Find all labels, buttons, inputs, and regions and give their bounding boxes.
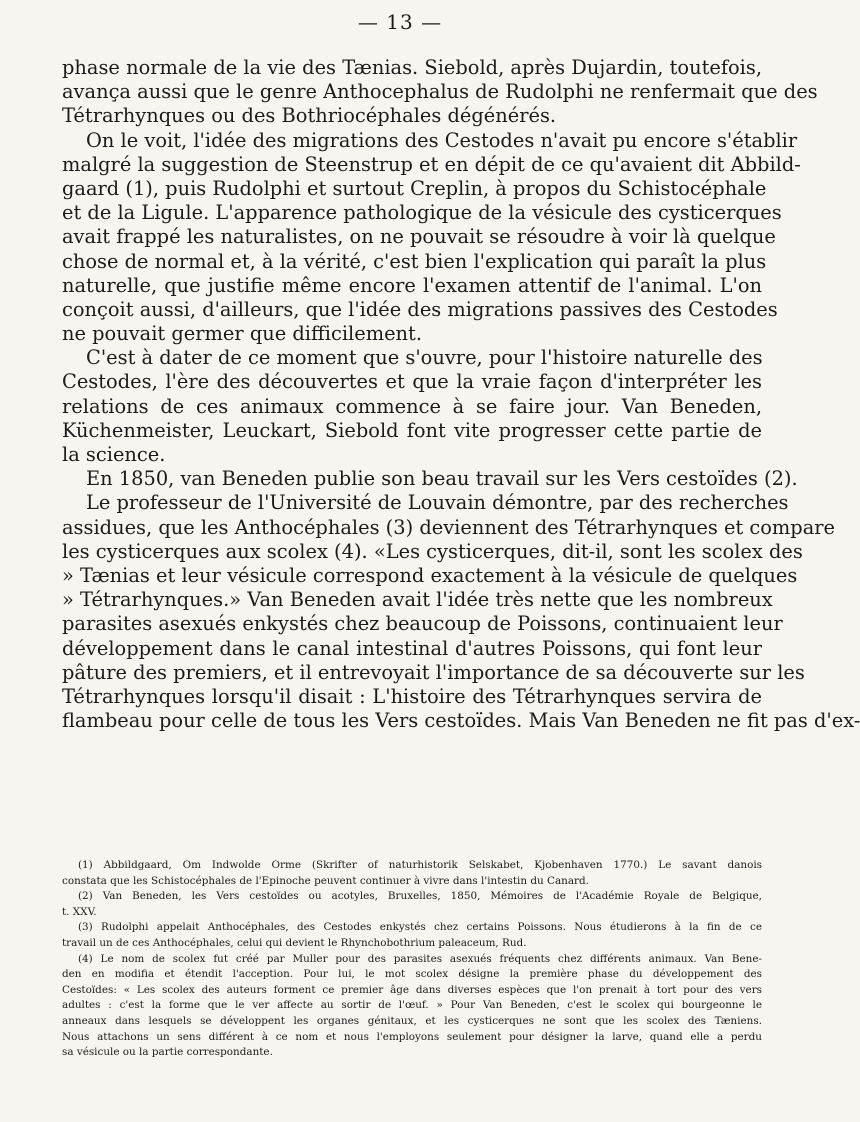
- body-line: parasites asexués enkystés chez beaucoup de Poissons, continuaient leur: [62, 612, 783, 636]
- footnote-line: anneaux dans lesquels se développent les organes génitaux, et les cysticerques ne sont que les scolex des Tæniens.: [62, 1014, 762, 1027]
- footnote-line: Cestoïdes: « Les scolex des auteurs forment ce premier âge dans diverses espèces que l'on prenait à tort pour des vers: [62, 983, 762, 996]
- footnote-line: adultes : c'est la forme que le ver affecte au sortir de l'œuf. » Pour Van Beneden, c'est le scolex qui bourgeonne le: [62, 999, 762, 1012]
- body-line: avait frappé les naturalistes, on ne pouvait se résoudre à voir là quelque: [62, 225, 776, 249]
- body-line: Küchenmeister, Leuckart, Siebold font vite progresser cette partie de: [62, 418, 762, 442]
- body-line: Tétrarhynques lorsqu'il disait : L'histoire des Tétrarhynques servira de: [62, 684, 762, 708]
- footnote-line: Nous attachons un sens différent à ce nom et nous l'employons seulement pour désigner la larve, quand elle a perdu: [62, 1030, 762, 1043]
- body-line: naturelle, que justifie même encore l'examen attentif de l'animal. L'on: [62, 273, 762, 297]
- body-line: ne pouvait germer que difficilement.: [62, 322, 423, 346]
- body-line: On le voit, l'idée des migrations des Cestodes n'avait pu encore s'établir: [86, 128, 798, 152]
- body-line: malgré la suggestion de Steenstrup et en dépit de ce qu'avaient dit Abbild-: [62, 152, 801, 176]
- footnote-line: den en modifia et étendit l'acception. Pour lui, le mot scolex désigne la première phase du développement des: [62, 968, 762, 981]
- body-line: la science.: [62, 443, 166, 466]
- body-text: [62, 56, 860, 733]
- footnote-line: (2) Van Beneden, les Vers cestoïdes ou acotyles, Bruxelles, 1850, Mémoires de l'Académie Royale de Belgique,: [78, 890, 762, 903]
- footnote-line: (3) Rudolphi appelait Anthocéphales, des Cestodes enkystés chez certains Poissons. Nous étudierons à la fin de ce: [78, 921, 762, 934]
- body-line: Le professeur de l'Université de Louvain démontre, par des recherches: [86, 491, 789, 515]
- body-line: gaard (1), puis Rudolphi et surtout Creplin, à propos du Schistocéphale: [62, 176, 767, 200]
- body-line: » Tænias et leur vésicule correspond exactement à la vésicule de quelques: [62, 563, 798, 587]
- footnote-line: (1) Abbildgaard, Om Indwolde Orme (Skrifter of naturhistorik Selskabet, Kjobenhaven 1770.) Le savant danois: [78, 859, 762, 871]
- body-line: chose de normal et, à la vérité, c'est bien l'explication qui paraît la plus: [62, 249, 767, 273]
- footnote-line: (4) Le nom de scolex fut créé par Muller pour des parasites asexués fréquents chez différents animaux. Van Bene-: [78, 952, 762, 965]
- footnotes: [62, 858, 762, 1061]
- body-line: Tétrarhynques ou des Bothriocéphales dégénérés.: [62, 104, 557, 128]
- footnote-line: t. XXV.: [62, 905, 97, 918]
- body-line: et de la Ligule. L'apparence pathologique de la vésicule des cysticerques: [62, 201, 782, 225]
- footnote-line: sa vésicule ou la partie correspondante.: [62, 1046, 273, 1059]
- body-line: flambeau pour celle de tous les Vers cestoïdes. Mais Van Beneden ne fit pas d'ex-: [62, 709, 860, 733]
- body-line: Cestodes, l'ère des découvertes et que la vraie façon d'interpréter les: [62, 370, 762, 394]
- page-number: — 13 —: [357, 10, 443, 34]
- footnote-line: travail un de ces Anthocéphales, celui qui devient le Rhynchobothrium paleaceum, Rud.: [62, 936, 527, 949]
- body-line: phase normale de la vie des Tænias. Siebold, après Dujardin, toutefois,: [62, 56, 762, 79]
- body-line: relations de ces animaux commence à se faire jour. Van Beneden,: [62, 394, 762, 418]
- body-line: En 1850, van Beneden publie son beau travail sur les Vers cestoïdes (2).: [86, 467, 798, 491]
- footnote-line: constata que les Schistocéphales de l'Epinoche peuvent continuer à vivre dans l'intestin du Canard.: [62, 874, 589, 887]
- body-line: C'est à dater de ce moment que s'ouvre, pour l'histoire naturelle des: [86, 346, 763, 370]
- body-line: pâture des premiers, et il entrevoyait l'importance de sa découverte sur les: [62, 660, 805, 684]
- body-line: avança aussi que le genre Anthocephalus de Rudolphi ne renfermait que des: [62, 80, 818, 104]
- body-line: les cysticerques aux scolex (4). «Les cysticerques, dit-il, sont les scolex des: [62, 539, 803, 563]
- body-line: » Tétrarhynques.» Van Beneden avait l'idée très nette que les nombreux: [62, 588, 773, 612]
- body-line: développement dans le canal intestinal d'autres Poissons, qui font leur: [62, 636, 762, 660]
- body-line: assidues, que les Anthocéphales (3) deviennent des Tétrarhynques et compare: [62, 515, 836, 539]
- body-line: conçoit aussi, d'ailleurs, que l'idée des migrations passives des Cestodes: [62, 297, 778, 321]
